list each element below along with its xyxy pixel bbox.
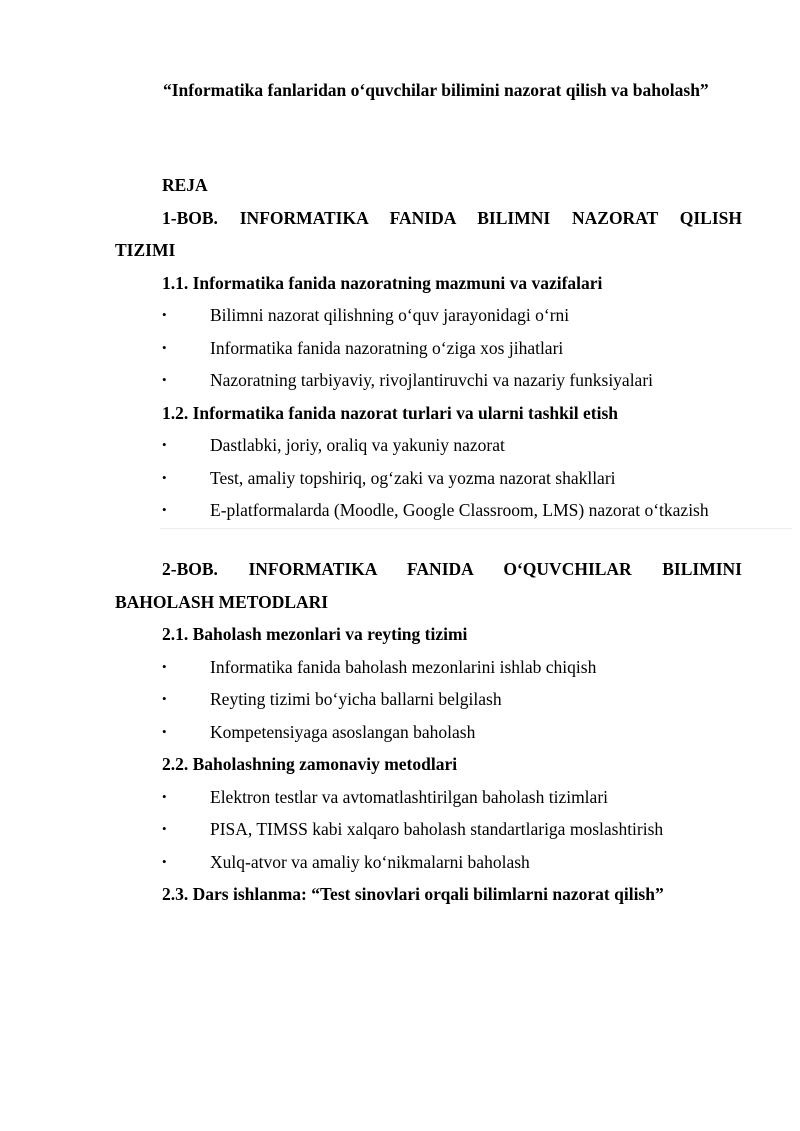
- document-title: “Informatika fanlaridan o‘quvchilar bilimini nazorat qilish va baholash”: [163, 80, 709, 100]
- section-2-2-title: 2.2. Baholashning zamonaviy metodlari: [162, 754, 458, 774]
- list-item: • Kompetensiyaga asoslangan baholash: [115, 716, 742, 749]
- section-2-3-title: 2.3. Dars ishlanma: “Test sinovlari orqali bilimlarni nazorat qilish”: [162, 884, 664, 904]
- list-item: • Bilimni nazorat qilishning o‘quv jarayonidagi o‘rni: [115, 299, 742, 332]
- chapter-2-heading-line2: BAHOLASH METODLARI: [115, 591, 329, 612]
- list-item: • Informatika fanida baholash mezonlarini ishlab chiqish: [115, 651, 742, 684]
- bullet-icon: •: [162, 307, 167, 322]
- list-item: • Elektron testlar va avtomatlashtirilgan baholash tizimlari: [115, 781, 742, 814]
- bullet-icon: •: [162, 469, 167, 485]
- section-2-1-title: 2.1. Baholash mezonlari va reyting tizimi: [162, 624, 468, 644]
- plan-section-2: [115, 553, 742, 911]
- list-item: • E-platformalarda (Moodle, Google Classroom, LMS) nazorat o‘tkazish: [115, 494, 742, 527]
- bullet-icon: •: [162, 853, 167, 869]
- chapter-1-heading-line1: 1-BOB. INFORMATIKA FANIDA BILIMNI NAZORAT QILISH: [162, 207, 742, 228]
- page-divider: [160, 528, 792, 529]
- list-item: • Reyting tizimi bo‘yicha ballarni belgilash: [115, 683, 742, 716]
- bullet-icon: •: [162, 437, 167, 452]
- plan-section-1: [115, 169, 742, 527]
- bullet-icon: •: [162, 821, 167, 836]
- list-item: • Dastlabki, joriy, oraliq va yakuniy nazorat: [115, 429, 742, 462]
- bullet-icon: •: [162, 788, 167, 804]
- bullet-icon: •: [162, 339, 167, 355]
- list-item: • PISA, TIMSS kabi xalqaro baholash standartlariga moslashtirish: [115, 813, 742, 846]
- bullet-icon: •: [162, 658, 167, 674]
- bullet-icon: •: [162, 502, 167, 517]
- list-item: • Xulq-atvor va amaliy ko‘nikmalarni baholash: [115, 846, 742, 879]
- list-item: • Test, amaliy topshiriq, og‘zaki va yozma nazorat shakllari: [115, 462, 742, 495]
- chapter-2-heading-line1: 2-BOB. INFORMATIKA FANIDA O‘QUVCHILAR BILIMINI: [162, 559, 742, 579]
- chapter-1-heading-line2: TIZIMI: [115, 240, 176, 260]
- list-item: • Informatika fanida nazoratning o‘ziga xos jihatlari: [115, 332, 742, 365]
- section-1-2-title: 1.2. Informatika fanida nazorat turlari va ularni tashkil etish: [162, 402, 618, 423]
- bullet-icon: •: [162, 372, 167, 387]
- bullet-icon: •: [162, 723, 167, 739]
- section-1-1-title: 1.1. Informatika fanida nazoratning mazmuni va vazifalari: [162, 272, 603, 293]
- plan-heading: REJA: [162, 175, 208, 195]
- bullet-icon: •: [162, 691, 167, 706]
- list-item: • Nazoratning tarbiyaviy, rivojlantiruvchi va nazariy funksiyalari: [115, 364, 742, 397]
